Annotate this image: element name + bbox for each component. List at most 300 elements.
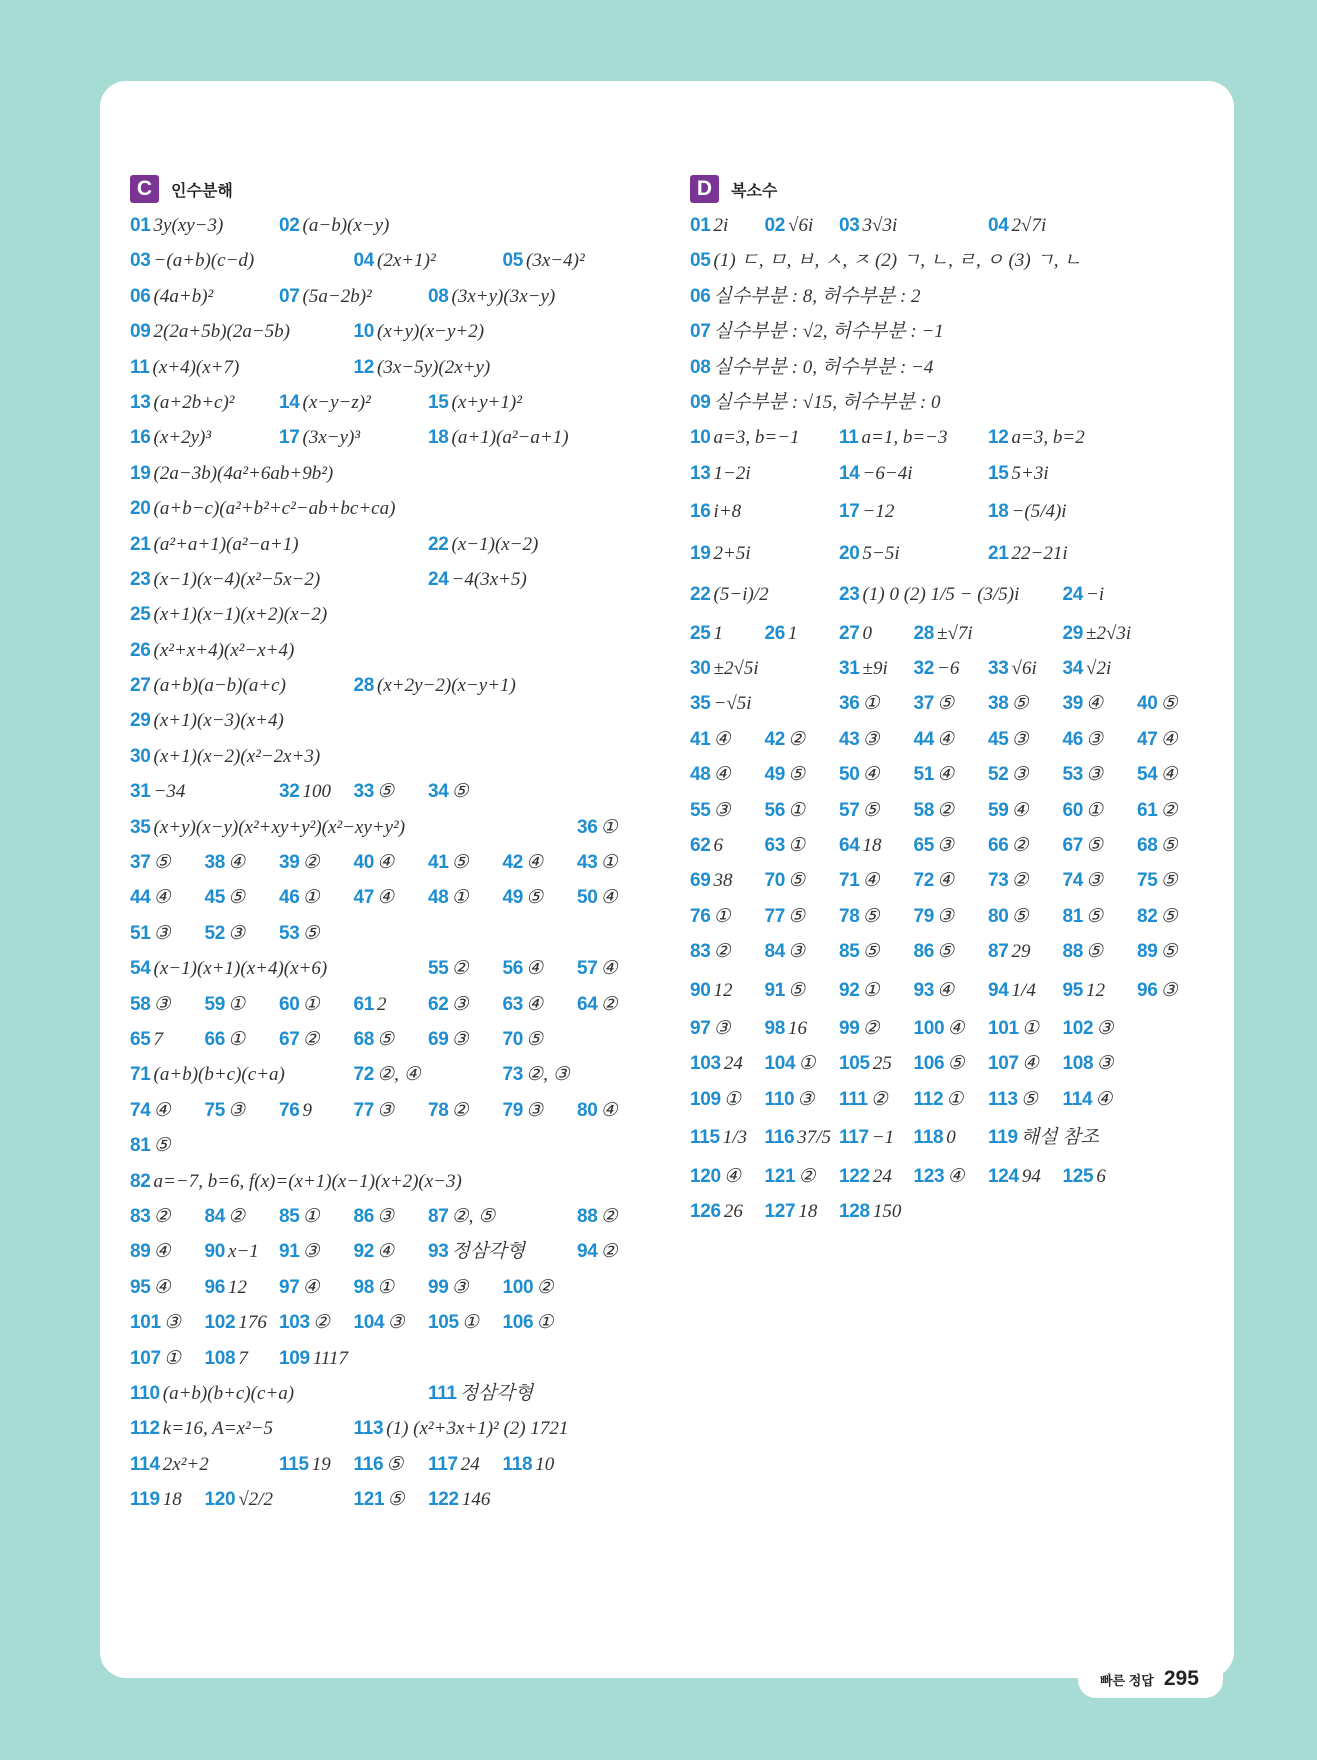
question-number: 79: [913, 905, 935, 927]
question-number: 73: [988, 870, 1009, 892]
answer-value: ③: [713, 799, 731, 821]
question-number: 77: [764, 905, 786, 927]
question-number: 20: [839, 542, 860, 564]
section-letter-badge: D: [690, 175, 719, 203]
question-number: 48: [428, 887, 449, 909]
answer-value: (a+1)(a²−a+1): [451, 427, 569, 449]
question-number: 76: [279, 1099, 300, 1121]
answer-row: [130, 1093, 670, 1128]
answer-item: [839, 757, 880, 793]
answer-value: ⑤: [387, 1489, 405, 1511]
question-number: 33: [353, 781, 375, 803]
answer-value: −6: [937, 658, 960, 680]
answer-value: ⑤: [377, 781, 395, 803]
answer-value: ③: [937, 905, 955, 927]
answer-item: [690, 208, 728, 244]
question-number: 81: [1062, 905, 1084, 927]
answer-item: [205, 987, 246, 1023]
answer-value: ③: [1160, 979, 1178, 1001]
answer-item: [690, 1194, 743, 1230]
question-number: 101: [130, 1312, 161, 1334]
answer-item: [690, 899, 731, 935]
question-number: 53: [1062, 764, 1084, 786]
answer-value: ①: [228, 993, 246, 1015]
question-number: 47: [353, 887, 375, 909]
answer-item: [988, 970, 1036, 1013]
answer-item: [690, 1159, 741, 1195]
answer-row: [130, 703, 670, 738]
answer-value: ①: [862, 693, 880, 715]
answer-row: [690, 970, 1230, 1012]
question-number: 97: [690, 1018, 711, 1040]
answer-item: [279, 1199, 320, 1235]
answer-item: [914, 793, 955, 829]
answer-item: [279, 385, 371, 421]
answer-value: ③: [451, 1276, 469, 1298]
answer-value: ⑤: [1160, 870, 1178, 892]
answer-item: [988, 420, 1085, 456]
question-number: 41: [690, 728, 711, 750]
question-number: 103: [279, 1312, 310, 1334]
answer-item: [130, 597, 327, 633]
answer-rows: [690, 208, 1230, 1229]
answer-value: ④: [526, 993, 544, 1015]
answer-value: (5a−2b)²: [302, 285, 372, 307]
answer-value: 38: [713, 870, 733, 892]
answer-row: [130, 1482, 670, 1517]
question-number: 73: [502, 1064, 524, 1086]
answer-item: [914, 686, 955, 722]
question-number: 117: [839, 1127, 869, 1149]
answer-value: ①: [788, 799, 806, 821]
question-number: 36: [839, 693, 860, 715]
answer-value: ②: [600, 993, 618, 1015]
question-number: 62: [690, 834, 711, 856]
question-number: 05: [502, 250, 524, 272]
answer-row: [690, 350, 1230, 385]
question-number: 40: [353, 852, 375, 874]
answer-value: ③: [153, 922, 171, 944]
answer-item: [577, 880, 618, 916]
answer-value: ⑤: [302, 922, 320, 944]
question-number: 70: [764, 870, 786, 892]
question-number: 51: [130, 922, 151, 944]
question-number: 21: [988, 542, 1009, 564]
question-number: 86: [353, 1205, 375, 1227]
question-number: 65: [130, 1028, 151, 1050]
answer-item: [1137, 828, 1178, 864]
question-number: 34: [428, 781, 449, 803]
answer-value: ⑤: [526, 887, 544, 909]
answer-item: [354, 314, 485, 350]
answer-row: [130, 845, 670, 880]
answer-item: [577, 845, 618, 881]
answer-value: 176: [238, 1312, 267, 1334]
answer-value: ②: [600, 1205, 618, 1227]
question-number: 48: [690, 764, 711, 786]
question-number: 22: [428, 533, 449, 555]
answer-row: [690, 208, 1230, 243]
answer-item: [765, 1194, 818, 1230]
question-number: 59: [204, 993, 226, 1015]
answer-value: ①: [946, 1088, 964, 1110]
question-number: 57: [839, 799, 860, 821]
answer-item: [765, 616, 798, 652]
answer-value: ⑤: [788, 905, 806, 927]
answer-value: ②: [451, 958, 469, 980]
question-number: 03: [130, 250, 151, 272]
answer-value: 2(2a+5b)(2a−5b): [153, 321, 290, 343]
question-number: 122: [428, 1489, 459, 1511]
answer-item: [839, 420, 947, 456]
answer-item: [428, 1376, 533, 1412]
answer-item: [1063, 722, 1104, 758]
question-number: 61: [1137, 799, 1158, 821]
answer-value: ④: [302, 1276, 320, 1298]
answer-row: [130, 208, 670, 243]
answer-item: [765, 1117, 832, 1160]
answer-value: ④: [713, 728, 731, 750]
answer-value: 12: [713, 979, 733, 1001]
question-number: 02: [764, 215, 786, 236]
answer-item: [577, 810, 618, 846]
question-number: 118: [502, 1453, 533, 1475]
answer-item: [205, 1482, 274, 1518]
answer-row: [130, 562, 670, 597]
answer-value: ⑤: [1160, 834, 1178, 856]
answer-value: (a+b)(b+c)(c+a): [153, 1064, 285, 1086]
answer-item: [765, 1082, 815, 1118]
answer-item: [765, 970, 806, 1013]
question-number: 118: [913, 1127, 944, 1149]
answer-value: 2: [377, 993, 387, 1015]
answer-item: [1137, 970, 1178, 1013]
answer-item: [839, 651, 888, 687]
question-number: 92: [839, 979, 860, 1001]
question-number: 111: [428, 1382, 457, 1404]
answer-value: ①: [302, 887, 320, 909]
answer-item: [839, 686, 880, 722]
answer-row: [690, 385, 1230, 420]
question-number: 40: [1137, 693, 1158, 715]
question-number: 52: [988, 764, 1009, 786]
question-number: 120: [690, 1165, 721, 1187]
question-number: 52: [204, 922, 226, 944]
answer-value: ③: [1086, 764, 1104, 786]
answer-item: [428, 1270, 469, 1306]
answer-item: [690, 491, 741, 534]
answer-value: (3x−5y)(2x+y): [377, 356, 491, 378]
answer-value: √2i: [1086, 658, 1112, 680]
answer-value: (x−y−z)²: [302, 391, 371, 413]
answer-row: [130, 597, 670, 632]
answer-value: (x+1)(x−1)(x+2)(x−2): [153, 604, 328, 626]
question-number: 47: [1137, 728, 1158, 750]
answer-value: 18: [862, 834, 882, 856]
question-number: 41: [428, 852, 449, 874]
question-number: 79: [502, 1099, 524, 1121]
answer-item: [765, 899, 806, 935]
question-number: 07: [279, 285, 300, 307]
answer-value: (x+y)(x−y)(x²+xy+y²)(x²−xy+y²): [153, 816, 406, 838]
answer-item: [690, 279, 921, 315]
answer-value: ④: [377, 852, 395, 874]
question-number: 88: [577, 1205, 598, 1227]
question-number: 55: [690, 799, 711, 821]
answer-item: [130, 208, 223, 244]
section-d: [690, 174, 1230, 1229]
answer-value: ①: [798, 1053, 816, 1075]
answer-item: [428, 420, 569, 456]
answer-value: ④: [937, 870, 955, 892]
answer-item: [503, 1270, 554, 1306]
answer-row: [690, 1082, 1230, 1117]
answer-item: [428, 1305, 479, 1341]
answer-row: [130, 1164, 670, 1199]
answer-value: ⑤: [377, 1028, 395, 1050]
answer-item: [130, 774, 185, 810]
answer-value: (a−b)(x−y): [302, 215, 390, 236]
question-number: 93: [428, 1241, 449, 1263]
answer-item: [988, 828, 1029, 864]
answer-row: [130, 243, 670, 278]
question-number: 75: [1137, 870, 1158, 892]
answer-value: ③: [1086, 728, 1104, 750]
question-number: 18: [988, 501, 1009, 523]
answer-item: [1137, 722, 1178, 758]
question-number: 20: [130, 498, 151, 520]
question-number: 87: [428, 1205, 449, 1227]
question-number: 33: [988, 658, 1009, 680]
section-letter-badge: C: [130, 175, 159, 203]
question-number: 45: [204, 887, 226, 909]
answer-value: ①: [163, 1347, 181, 1369]
question-number: 58: [913, 799, 935, 821]
answer-value: 6: [1096, 1165, 1106, 1187]
answer-item: [205, 1093, 246, 1129]
question-number: 127: [764, 1201, 796, 1223]
answer-row: [690, 757, 1230, 792]
answer-value: ⑤: [862, 799, 880, 821]
answer-item: [765, 757, 806, 793]
question-number: 91: [279, 1241, 300, 1263]
question-number: 96: [1137, 979, 1158, 1001]
answer-value: 2i: [713, 215, 729, 236]
answer-item: [130, 1093, 171, 1129]
answer-item: [1063, 970, 1106, 1013]
answer-value: ④: [600, 958, 618, 980]
answer-item: [205, 1234, 259, 1270]
question-number: 99: [428, 1276, 449, 1298]
section-header: [130, 174, 670, 204]
question-number: 28: [353, 675, 375, 697]
section-header: [690, 174, 1230, 204]
answer-value: ④: [153, 887, 171, 909]
question-number: 117: [428, 1453, 458, 1475]
answer-item: [988, 1082, 1038, 1118]
answer-value: ②: [312, 1312, 330, 1334]
answer-item: [765, 863, 806, 899]
answer-value: ①: [1021, 1018, 1039, 1040]
question-number: 45: [988, 728, 1009, 750]
answer-value: 12: [1086, 979, 1106, 1001]
answer-item: [765, 1159, 816, 1195]
answer-item: [690, 420, 800, 456]
question-number: 110: [130, 1382, 160, 1404]
answer-item: [839, 1159, 892, 1195]
answer-value: (x+y)(x−y+2): [377, 321, 485, 343]
answer-value: ②: [1011, 834, 1029, 856]
section-c: [130, 174, 670, 1517]
answer-item: [839, 934, 880, 970]
question-number: 07: [690, 321, 711, 343]
answer-value: ③: [377, 1099, 395, 1121]
answer-value: ±√7i: [937, 622, 973, 644]
question-number: 63: [764, 834, 786, 856]
answer-value: 2+5i: [713, 542, 751, 564]
answer-item: [1137, 899, 1178, 935]
answer-value: ⑤: [1011, 693, 1029, 715]
answer-value: ±2√5i: [713, 658, 759, 680]
answer-item: [205, 845, 246, 881]
question-number: 14: [839, 462, 860, 484]
question-number: 27: [839, 622, 860, 644]
answer-item: [1137, 934, 1178, 970]
answer-value: (x+1)(x−3)(x+4): [153, 710, 284, 732]
answer-item: [914, 899, 955, 935]
answer-item: [205, 1341, 248, 1377]
question-number: 60: [279, 993, 300, 1015]
answer-value: 1117: [312, 1347, 348, 1369]
answer-item: [914, 1082, 964, 1118]
answer-item: [354, 1270, 395, 1306]
question-number: 38: [204, 852, 226, 874]
answer-value: 6: [713, 834, 724, 856]
question-number: 119: [988, 1127, 1018, 1149]
question-number: 116: [353, 1453, 384, 1475]
answer-value: 12: [228, 1276, 248, 1298]
answer-item: [279, 279, 372, 315]
answer-item: [130, 385, 234, 421]
answer-item: [690, 314, 944, 350]
question-number: 46: [1062, 728, 1084, 750]
answer-value: ④: [937, 764, 955, 786]
answer-value: (1) 0 (2) 1/5 − (3/5)i: [862, 584, 1020, 606]
answer-item: [765, 208, 814, 244]
page-footer: [1078, 1660, 1223, 1698]
question-number: 91: [764, 979, 786, 1001]
answer-value: ②: [451, 1099, 469, 1121]
answer-value: (a²+a+1)(a²−a+1): [153, 533, 299, 555]
question-number: 114: [1062, 1088, 1093, 1110]
answer-value: ④: [937, 979, 955, 1001]
answer-row: [690, 1194, 1230, 1229]
question-number: 42: [764, 728, 786, 750]
question-number: 77: [353, 1099, 375, 1121]
question-number: 08: [690, 356, 711, 378]
answer-value: (x−1)(x−2): [451, 533, 539, 555]
question-number: 58: [130, 993, 151, 1015]
answer-item: [279, 1447, 331, 1483]
question-number: 95: [1062, 979, 1084, 1001]
answer-row: [130, 1411, 670, 1446]
answer-value: ③: [163, 1312, 181, 1334]
question-number: 85: [839, 941, 860, 963]
answer-value: ⑤: [937, 693, 955, 715]
answer-value: (1) (x²+3x+1)² (2) 1721: [386, 1418, 569, 1440]
answer-row: [690, 828, 1230, 863]
answer-value: ③: [797, 1088, 815, 1110]
answer-item: [130, 1341, 181, 1377]
question-number: 25: [690, 622, 711, 644]
answer-value: ④: [526, 852, 544, 874]
question-number: 64: [577, 993, 598, 1015]
question-number: 06: [690, 285, 711, 307]
question-number: 51: [913, 764, 935, 786]
answer-item: [130, 1234, 171, 1270]
question-number: 19: [130, 462, 151, 484]
answer-value: ④: [153, 1099, 171, 1121]
answer-value: 29: [1011, 941, 1031, 963]
question-number: 83: [130, 1205, 151, 1227]
question-number: 106: [502, 1312, 534, 1334]
answer-item: [279, 845, 320, 881]
answer-value: ②: [870, 1088, 888, 1110]
question-number: 08: [428, 285, 449, 307]
question-number: 50: [839, 764, 860, 786]
question-number: 103: [690, 1053, 721, 1075]
question-number: 15: [988, 462, 1009, 484]
question-number: 110: [764, 1088, 795, 1110]
answer-item: [503, 1305, 554, 1341]
answer-row: [690, 420, 1230, 455]
answer-value: ②: [1011, 870, 1029, 892]
answer-row: [690, 651, 1230, 686]
answer-row: [690, 491, 1230, 533]
question-number: 120: [204, 1489, 236, 1511]
answer-value: ④: [377, 1241, 395, 1263]
answer-item: [354, 880, 395, 916]
question-number: 93: [913, 979, 935, 1001]
question-number: 56: [502, 958, 524, 980]
answer-row: [130, 1199, 670, 1234]
answer-row: [130, 1305, 670, 1340]
answer-item: [988, 1011, 1039, 1047]
answer-item: [130, 350, 239, 386]
answer-value: ②: [302, 1028, 320, 1050]
question-number: 49: [502, 887, 524, 909]
answer-value: ③: [228, 922, 246, 944]
answer-value: 24: [872, 1165, 892, 1187]
answer-value: ②: [1160, 799, 1178, 821]
answer-item: [279, 1270, 320, 1306]
answer-item: [839, 1082, 888, 1118]
answer-value: 5−5i: [862, 542, 900, 564]
answer-item: [130, 1164, 462, 1200]
answer-item: [839, 1117, 894, 1160]
question-number: 23: [839, 584, 860, 606]
answer-item: [503, 1022, 544, 1058]
answer-item: [428, 1199, 495, 1235]
answer-value: ②: [713, 941, 731, 963]
answer-value: (5−i)/2: [713, 584, 769, 606]
question-number: 87: [988, 941, 1009, 963]
answer-value: 150: [872, 1201, 902, 1223]
answer-item: [279, 1341, 348, 1377]
answer-item: [354, 1482, 405, 1518]
question-number: 100: [502, 1276, 534, 1298]
question-number: 32: [279, 781, 300, 803]
